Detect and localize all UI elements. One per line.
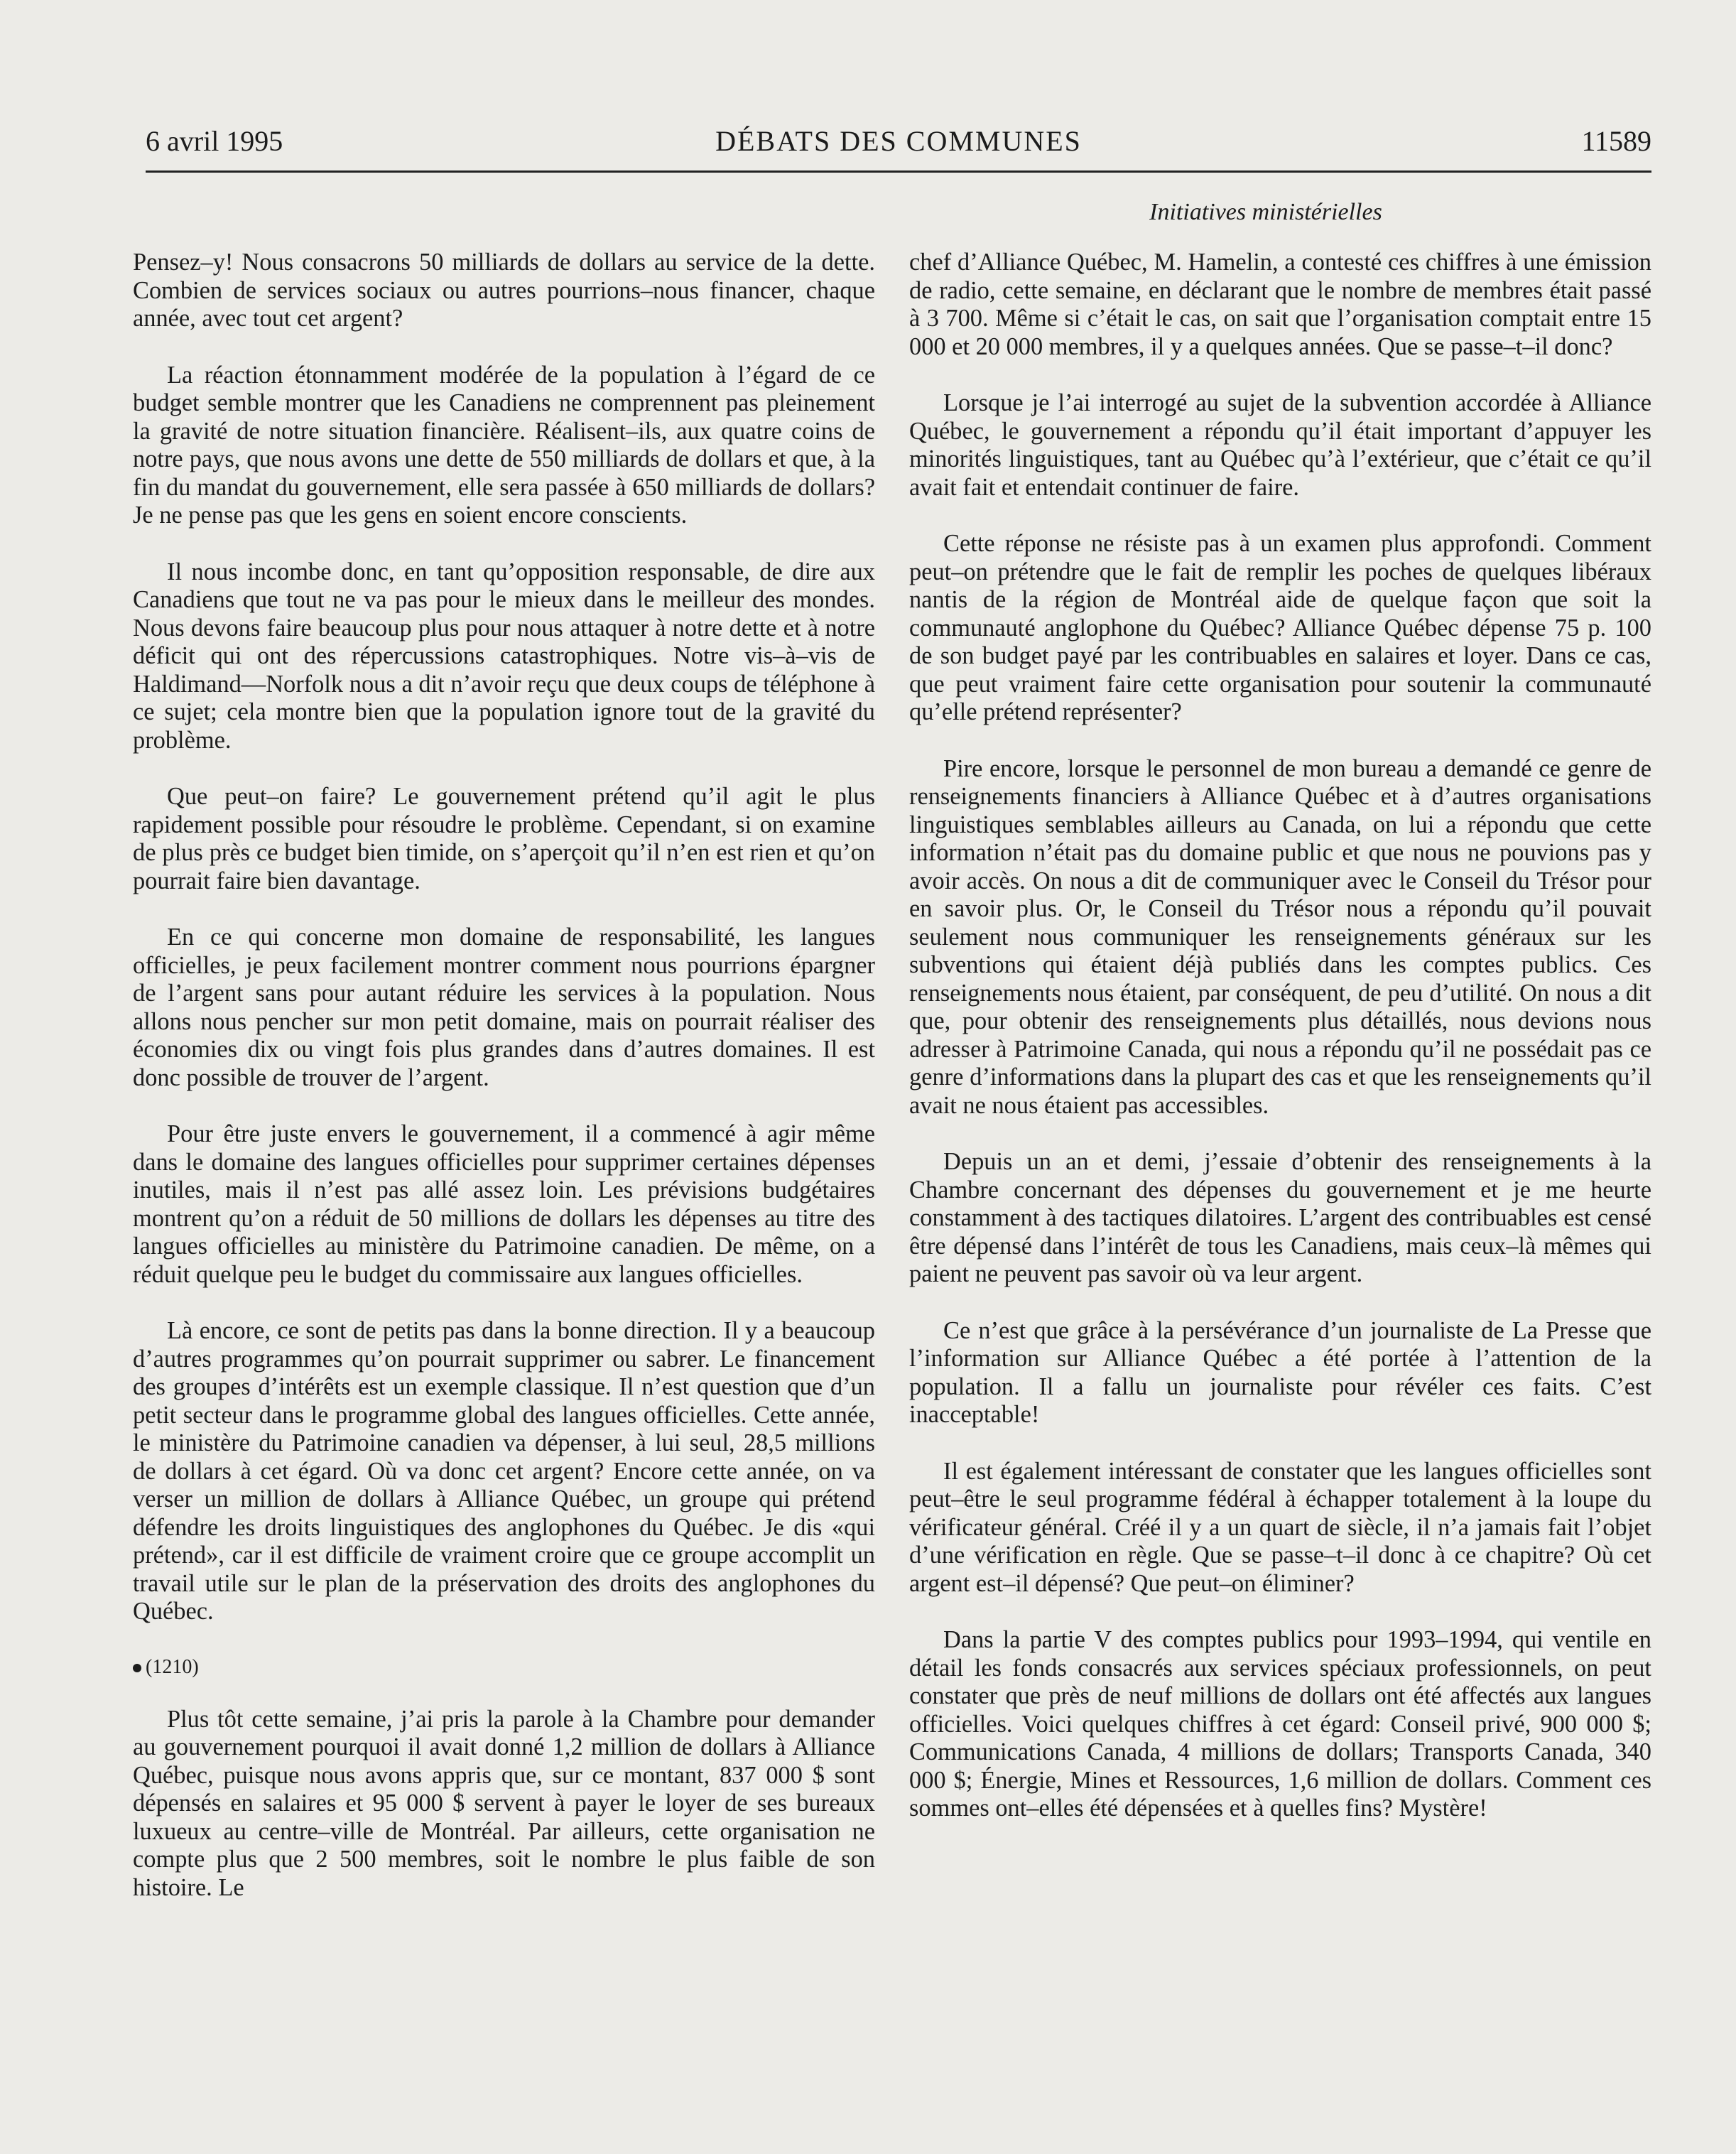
paragraph: Il est également intéressant de constater que les langues officielles sont peut–être le seul programme fédéral à échapper totalement à la loupe du vérificateur général. Créé il y a un quart de siècle, il n’a jamais fait l’objet d’une vérification en règle. Que se passe–t–il donc à ce chapitre? Où cet argent est–il dépensé? Que peut–on éliminer? xyxy=(909,1457,1651,1597)
time-marker xyxy=(133,1655,875,1680)
paragraph: Depuis un an et demi, j’essaie d’obtenir des renseignements à la Chambre concernant des dépenses du gouvernement et je me heurte constamment à des tactiques dilatoires. L’argent des contribuables est censé être dépensé dans l’intérêt de tous les Canadiens, mais ceux–là mêmes qui paient ne peuvent pas savoir où va leur argent. xyxy=(909,1148,1651,1287)
paragraph: Il nous incombe donc, en tant qu’opposition responsable, de dire aux Canadiens que tout ne va pas pour le mieux dans le meilleur des mondes. Nous devons faire beaucoup plus pour nous attaquer à notre dette et à notre déficit qui ont des répercussions catastrophiques. Notre vis–à–vis de Haldimand—Norfolk nous a dit n’avoir reçu que deux coups de téléphone à ce sujet; cela montre bien que la population ignore tout de la gravité du problème. xyxy=(133,558,875,754)
paragraph: Pire encore, lorsque le personnel de mon bureau a demandé ce genre de renseignements financiers à Alliance Québec et à d’autres organisations linguistiques semblables ailleurs au Canada, on lui a répondu que cette information n’était pas du domaine public et que nous ne pouvions pas y avoir accès. On nous a dit de communiquer avec le Conseil du Trésor pour en savoir plus. Or, le Conseil du Trésor nous a répondu qu’il pouvait seulement nous communiquer les renseignements généraux sur les subventions qui étaient déjà publiés dans les comptes publics. Ces renseignements nous étaient, par conséquent, de peu d’utilité. On nous a dit que, pour obtenir des renseignements plus détaillés, nous devions nous adresser à Patrimoine Canada, qui nous a répondu qu’il ne possédait pas ce genre d’informations dans la plupart des cas et que les renseignements qu’il avait ne nous étaient pas accessibles. xyxy=(909,754,1651,1119)
page-header xyxy=(146,124,1651,174)
time-marker-text: (1210) xyxy=(146,1655,199,1678)
header-publication: DÉBATS DES COMMUNES xyxy=(715,125,1082,157)
header-rule xyxy=(146,171,1651,173)
paragraph: Là encore, ce sont de petits pas dans la bonne direction. Il y a beaucoup d’autres programmes qu’on pourrait supprimer ou sabrer. Le financement des groupes d’intérêts est un exemple classique. Il n’est question que d’un petit secteur dans le programme global des langues officielles. Cette année, le ministère du Patrimoine canadien va dépenser, à lui seul, 28,5 millions de dollars à cet égard. Où va donc cet argent? Encore cette année, on va verser un million de dollars à Alliance Québec, un groupe qui prétend défendre les droits linguistiques des anglophones du Québec. Je dis «qui prétend», car il est difficile de vraiment croire que ce groupe accomplit un travail utile sur le plan de la préservation des droits des anglophones du Québec. xyxy=(133,1317,875,1625)
section-title: Initiatives ministérielles xyxy=(1149,199,1382,225)
paragraph: La réaction étonnamment modérée de la population à l’égard de ce budget semble montrer que les Canadiens ne comprennent pas pleinement la gravité de notre situation financière. Réalisent–ils, aux quatre coins de notre pays, que nous avons une dette de 550 milliards de dollars et que, à la fin du mandat du gouvernement, elle sera passée à 650 milliards de dollars? Je ne pense pas que les gens en soient encore conscients. xyxy=(133,361,875,529)
paragraph: Dans la partie V des comptes publics pour 1993–1994, qui ventile en détail les fonds consacrés aux services spéciaux professionnels, on peut constater que près de neuf millions de dollars ont été affectés aux langues officielles. Voici quelques chiffres à cet égard: Conseil privé, 900 000 $; Communications Canada, 4 millions de dollars; Transports Canada, 340 000 $; Énergie, Mines et Ressources, 1,6 million de dollars. Comment ces sommes ont–elles été dépensées et à quelles fins? Mystère! xyxy=(909,1626,1651,1822)
left-column xyxy=(133,249,875,1930)
right-column xyxy=(909,249,1651,1851)
paragraph: Plus tôt cette semaine, j’ai pris la parole à la Chambre pour demander au gouvernement pourquoi il avait donné 1,2 million de dollars à Alliance Québec, puisque nous avons appris que, sur ce montant, 837 000 $ sont dépensés en salaires et 95 000 $ servent à payer le loyer de ses bureaux luxueux au centre–ville de Montréal. Par ailleurs, cette organisation ne compte plus que 2 500 membres, soit le nombre le plus faible de son histoire. Le xyxy=(133,1705,875,1901)
paragraph: Pour être juste envers le gouvernement, il a commencé à agir même dans le domaine des langues officielles pour supprimer certaines dépenses inutiles, mais il n’est pas allé assez loin. Les prévisions budgétaires montrent qu’on a réduit de 50 millions de dollars les dépenses au titre des langues officielles au ministère du Patrimoine canadien. De même, on a réduit quelque peu le budget du commissaire aux langues officielles. xyxy=(133,1120,875,1288)
paragraph: Lorsque je l’ai interrogé au sujet de la subvention accordée à Alliance Québec, le gouvernement a répondu qu’il était important d’appuyer les minorités linguistiques, tant au Québec qu’à l’extérieur, que c’était ce qu’il avait fait et entendait continuer de faire. xyxy=(909,389,1651,501)
paragraph: En ce qui concerne mon domaine de responsabilité, les langues officielles, je peux facilement montrer comment nous pourrions épargner de l’argent sans pour autant réduire les services à la population. Nous allons nous pencher sur mon petit domaine, mais on pourrait réaliser des économies dix ou vingt fois plus grandes dans d’autres domaines. Il est donc possible de trouver de l’argent. xyxy=(133,924,875,1091)
header-date: 6 avril 1995 xyxy=(146,125,283,157)
paragraph: Que peut–on faire? Le gouvernement prétend qu’il agit le plus rapidement possible pour résoudre le problème. Cependant, si on examine de plus près ce budget bien timide, on s’aperçoit qu’il n’en est rien et qu’on pourrait faire bien davantage. xyxy=(133,783,875,894)
paragraph: chef d’Alliance Québec, M. Hamelin, a contesté ces chiffres à une émission de radio, cette semaine, en déclarant que le nombre de membres était passé à 3 700. Même si c’était le cas, on sait que l’organisation comptait entre 15 000 et 20 000 membres, il y a quelques années. Que se passe–t–il donc? xyxy=(909,249,1651,360)
paragraph: Ce n’est que grâce à la persévérance d’un journaliste de La Presse que l’information sur Alliance Québec a été portée à l’attention de la population. Il a fallu un journaliste pour révéler ces faits. C’est inacceptable! xyxy=(909,1316,1651,1428)
header-page-number: 11589 xyxy=(1581,125,1651,157)
paragraph: Pensez–y! Nous consacrons 50 milliards de dollars au service de la dette. Combien de services sociaux ou autres pourrions–nous financer, chaque année, avec tout cet argent? xyxy=(133,249,875,332)
paragraph: Cette réponse ne résiste pas à un examen plus approfondi. Comment peut–on prétendre que le fait de remplir les poches de quelques libéraux nantis de la région de Montréal aide de quelque façon que soit la communauté anglophone du Québec? Alliance Québec dépense 75 p. 100 de son budget payé par les contribuables en salaires et loyer. Dans ce cas, que peut vraiment faire cette organisation pour soutenir la communauté qu’elle prétend représenter? xyxy=(909,530,1651,725)
bullet-icon xyxy=(133,1664,141,1672)
